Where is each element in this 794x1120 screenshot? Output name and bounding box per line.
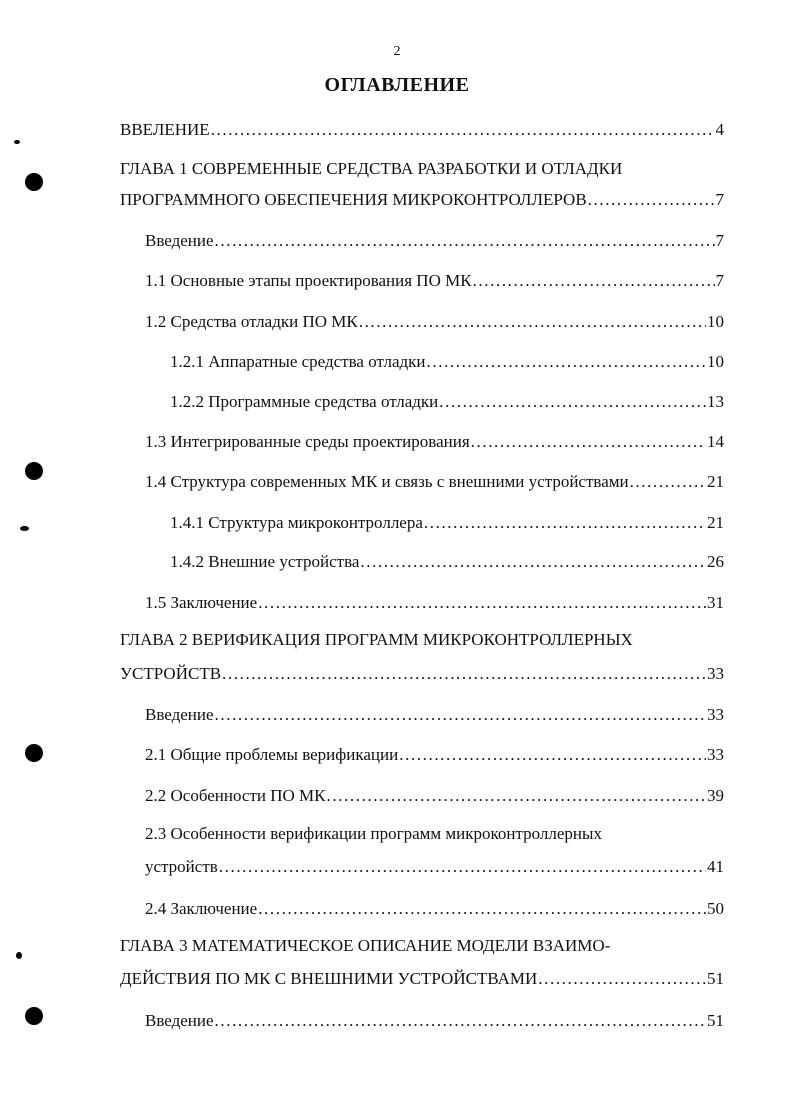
toc-dot-leader [439,391,706,413]
punch-hole [25,744,43,762]
toc-page-number: 7 [715,190,724,209]
toc-entry-chapter-3-line-1 [120,935,610,957]
toc-dot-leader [219,856,706,878]
toc-entry-text: 2.1 Общие проблемы верификации [145,745,399,764]
toc-entry-introduction [120,119,724,141]
toc-page-number: 21 [707,472,724,491]
toc-entry-text: 2.4 Заключение [145,899,258,918]
toc-entry-text: 1.4.1 Структура микроконтроллера [170,513,423,532]
toc-entry-chapter-3 [120,968,724,990]
toc-page-number: 21 [707,513,724,532]
toc-dot-leader [588,189,715,211]
page-title: ОГЛАВЛЕНИЕ [324,74,470,96]
toc-entry-1-1 [145,270,724,292]
toc-entry-1-4 [145,471,724,493]
toc-entry-text: 1.2.2 Программные средства отладки [170,392,439,411]
toc-dot-leader [471,431,706,453]
toc-dot-leader [327,785,707,807]
toc-page-number: 51 [707,1011,724,1030]
punch-hole [25,173,43,191]
toc-page-number: 51 [707,969,724,988]
toc-entry-chapter-1 [120,189,724,211]
toc-page-number: 26 [707,552,724,571]
toc-dot-leader [399,744,706,766]
toc-dot-leader [215,1010,706,1032]
toc-entry-text: Введение [145,231,214,250]
toc-entry-text: 2.2 Особенности ПО МК [145,786,326,805]
toc-entry-text: Введение [145,705,214,724]
toc-entry-text: Введение [145,1011,214,1030]
toc-entry-1-4-1 [170,512,724,534]
toc-entry-1-3 [145,431,724,453]
toc-entry-ch3-intro [145,1010,724,1032]
page-number: 2 [393,44,401,59]
toc-entry-text: 1.2.1 Аппаратные средства отладки [170,352,426,371]
toc-entry-1-2-1 [170,351,724,373]
toc-entry-ch1-intro [145,230,724,252]
toc-entry-1-4-2 [170,551,724,573]
toc-entry-text: 1.1 Основные этапы проектирования ПО МК [145,271,472,290]
toc-page-number: 14 [707,432,724,451]
toc-page-number: 33 [707,705,724,724]
toc-entry-text: 1.2 Средства отладки ПО МК [145,312,358,331]
toc-page-number: 4 [715,120,724,139]
toc-entry-text: ПРОГРАММНОГО ОБЕСПЕЧЕНИЯ МИКРОКОНТРОЛЛЕРОВ [120,190,587,209]
scan-speck [14,140,20,144]
toc-entry-2-3 [145,856,724,878]
toc-page-number: 33 [707,664,724,683]
toc-page-number: 41 [707,857,724,876]
toc-page-number: 50 [707,899,724,918]
toc-entry-1-2-2 [170,391,724,413]
toc-entry-text: ВВЕЛЕНИЕ [120,120,210,139]
toc-entry-text: 1.5 Заключение [145,593,258,612]
toc-entry-text: 1.3 Интегрированные среды проектирования [145,432,470,451]
toc-entry-1-5 [145,592,724,614]
toc-dot-leader [258,898,706,920]
toc-entry-text: ГЛАВА 3 МАТЕМАТИЧЕСКОЕ ОПИСАНИЕ МОДЕЛИ ВЗАИМО- [120,936,611,955]
toc-dot-leader [360,551,706,573]
toc-entry-2-4 [145,898,724,920]
toc-entry-text: ГЛАВА 1 СОВРЕМЕННЫЕ СРЕДСТВА РАЗРАБОТКИ И ОТЛАДКИ [120,159,623,178]
toc-dot-leader [538,968,706,990]
toc-dot-leader [424,512,706,534]
toc-page-number: 10 [707,352,724,371]
toc-entry-ch2-intro [145,704,724,726]
toc-entry-chapter-1-line-1 [120,158,622,180]
toc-entry-chapter-2 [120,663,724,685]
toc-page-number: 7 [715,271,724,290]
toc-entry-text: УСТРОЙСТВ [120,664,222,683]
toc-entry-2-3-line-1 [145,823,602,845]
toc-page-number: 13 [707,392,724,411]
punch-hole [25,462,43,480]
toc-entry-text: 1.4 Структура современных МК и связь с внешними устройствами [145,472,629,491]
toc-entry-text: ГЛАВА 2 ВЕРИФИКАЦИЯ ПРОГРАММ МИКРОКОНТРОЛЛЕРНЫХ [120,630,633,649]
toc-page-number: 7 [715,231,724,250]
toc-entry-chapter-2-line-1 [120,629,633,651]
toc-dot-leader [427,351,706,373]
punch-hole [25,1007,43,1025]
toc-page-number: 33 [707,745,724,764]
toc-entry-text: ДЕЙСТВИЯ ПО МК С ВНЕШНИМИ УСТРОЙСТВАМИ [120,969,538,988]
scan-speck [20,526,29,531]
toc-dot-leader [473,270,715,292]
toc-entry-1-2 [145,311,724,333]
toc-entry-2-2 [145,785,724,807]
toc-entry-text: 2.3 Особенности верификации программ микроконтроллерных [145,824,602,843]
toc-page-number: 31 [707,593,724,612]
toc-dot-leader [359,311,706,333]
toc-entry-2-1 [145,744,724,766]
toc-dot-leader [215,704,706,726]
toc-dot-leader [215,230,715,252]
toc-page-number: 39 [707,786,724,805]
toc-entry-text: 1.4.2 Внешние устройства [170,552,360,571]
toc-dot-leader [211,119,715,141]
toc-dot-leader [630,471,706,493]
toc-entry-text: устройств [145,857,218,876]
toc-page-number: 10 [707,312,724,331]
toc-dot-leader [258,592,706,614]
toc-dot-leader [222,663,706,685]
scan-speck [16,952,22,959]
